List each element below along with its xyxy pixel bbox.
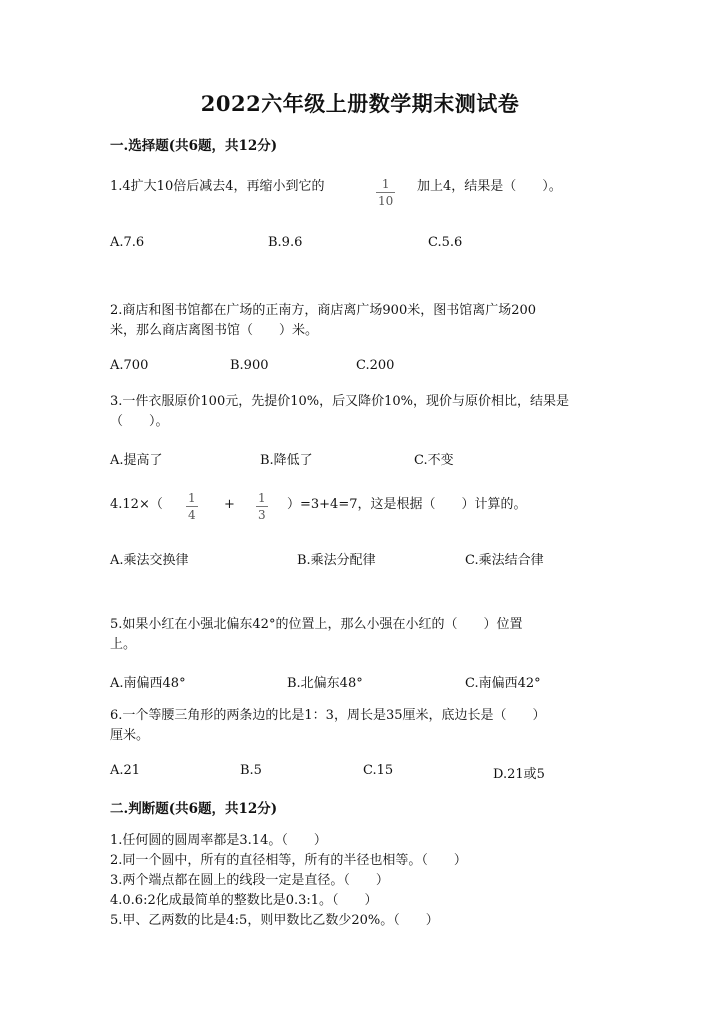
fraction-bar xyxy=(256,506,268,507)
judgment-item-4: 4.0.6:2化成最简单的整数比是0.3:1。（ ） xyxy=(110,893,378,908)
question-1-option-c: C.5.6 xyxy=(428,235,463,250)
question-4-plus: + xyxy=(224,497,235,512)
fraction-bar xyxy=(376,192,395,193)
page-title: 2022六年级上册数学期末测试卷 xyxy=(200,91,520,116)
question-6-option-b: B.5 xyxy=(240,763,262,778)
fraction-denominator: 4 xyxy=(188,508,196,522)
question-3-line-2: （ ）。 xyxy=(110,414,169,429)
section-heading-judgment: 二.判断题(共6题，共12分) xyxy=(110,801,278,817)
question-6-option-a: A.21 xyxy=(110,763,141,778)
question-2-option-a: A.700 xyxy=(110,358,149,373)
question-6-option-d: D.21或5 xyxy=(493,767,545,782)
question-4-fraction-1 xyxy=(186,491,198,522)
fraction-numerator: 1 xyxy=(188,491,196,505)
question-2-line-2: 米，那么商店离图书馆（ ）米。 xyxy=(110,323,319,338)
question-5-line-2: 上。 xyxy=(110,637,137,652)
fraction-denominator: 10 xyxy=(378,194,394,208)
question-1-text-b: 加上4，结果是（ ）。 xyxy=(417,179,562,194)
question-4-option-c: C.乘法结合律 xyxy=(465,553,544,568)
question-3-line-1: 3.一件衣服原价100元，先提价10%，后又降价10%，现价与原价相比，结果是 xyxy=(110,394,570,409)
question-1-text-a: 1.4扩大10倍后减去4，再缩小到它的 xyxy=(110,179,325,194)
question-1-option-a: A.7.6 xyxy=(110,235,145,250)
question-6-line-2: 厘米。 xyxy=(110,728,150,743)
question-5-option-a: A.南偏西48° xyxy=(110,676,186,691)
question-4-text-b: ）=3+4=7，这是根据（ ）计算的。 xyxy=(287,497,527,512)
judgment-item-1: 1.任何圆的圆周率都是3.14。（ ） xyxy=(110,833,327,848)
fraction-numerator: 1 xyxy=(258,491,266,505)
question-4-fraction-2 xyxy=(256,491,268,522)
fraction-denominator: 3 xyxy=(258,508,266,522)
question-1-fraction xyxy=(376,177,395,208)
question-2-option-b: B.900 xyxy=(230,358,269,373)
question-4-option-a: A.乘法交换律 xyxy=(110,553,189,568)
judgment-item-2: 2.同一个圆中，所有的直径相等，所有的半径也相等。（ ） xyxy=(110,853,467,868)
fraction-bar xyxy=(186,506,198,507)
question-4-text-a: 4.12×（ xyxy=(110,497,163,512)
fraction-numerator: 1 xyxy=(381,177,390,191)
judgment-item-3: 3.两个端点都在圆上的线段一定是直径。（ ） xyxy=(110,873,389,888)
question-5-option-b: B.北偏东48° xyxy=(287,676,363,691)
question-5-line-1: 5.如果小红在小强北偏东42°的位置上，那么小强在小红的（ ）位置 xyxy=(110,617,523,632)
question-6-option-c: C.15 xyxy=(363,763,394,778)
question-4-option-b: B.乘法分配律 xyxy=(297,553,376,568)
question-3-option-a: A.提高了 xyxy=(110,453,163,468)
question-3-option-b: B.降低了 xyxy=(260,453,313,468)
judgment-item-5: 5.甲、乙两数的比是4:5，则甲数比乙数少20%。（ ） xyxy=(110,913,439,928)
question-2-option-c: C.200 xyxy=(356,358,395,373)
question-6-line-1: 6.一个等腰三角形的两条边的比是1：3，周长是35厘米，底边长是（ ） xyxy=(110,708,546,723)
section-heading-choice: 一.选择题(共6题，共12分) xyxy=(110,138,278,154)
question-3-option-c: C.不变 xyxy=(414,453,454,468)
question-5-option-c: C.南偏西42° xyxy=(465,676,541,691)
question-2-line-1: 2.商店和图书馆都在广场的正南方，商店离广场900米，图书馆离广场200 xyxy=(110,303,537,318)
question-1-option-b: B.9.6 xyxy=(268,235,303,250)
